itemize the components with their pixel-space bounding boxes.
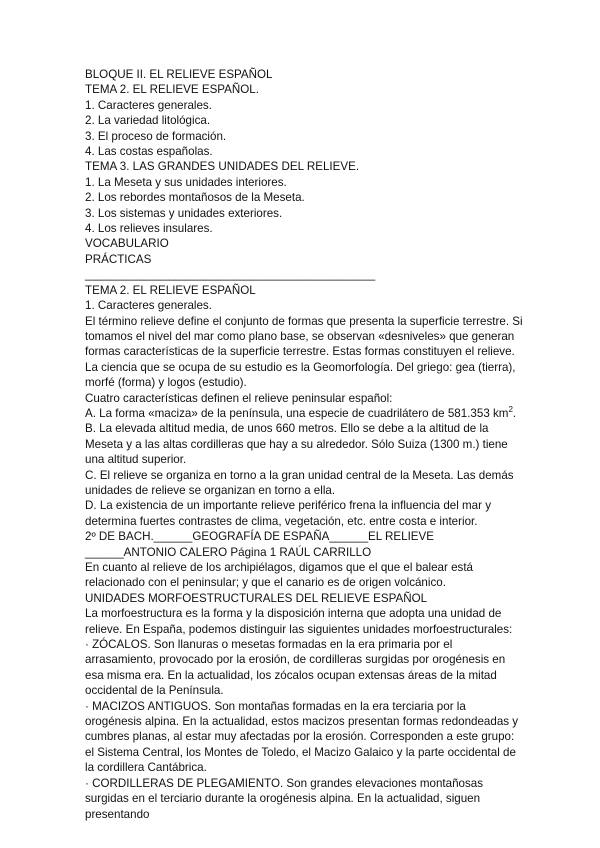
topic-title: TEMA 2. EL RELIEVE ESPAÑOL: [85, 283, 256, 297]
paragraph-d: D. La existencia de un importante relieve periférico frena la influencia del mar y determina fuertes contrastes de clima, vegetación, etc. entre costa e interior.: [85, 499, 491, 528]
paragraph: La morfoestructura es la forma y la disposición interna que adopta una unidad de relieve. En España, podemos distinguir las siguientes unidades morfoestructurales:: [85, 607, 513, 636]
list-item: 4. Las costas españolas.: [85, 145, 213, 159]
paragraph: En cuanto al relieve de los archipiélagos, digamos que el que el balear está relacionado con el peninsular; y que el canario es de origen volcánico.: [85, 561, 473, 590]
paragraph: · ZÓCALOS. Son llanuras o mesetas formadas en la era primaria por el arrasamiento, provocado por la erosión, de cordilleras surgidas por orogénesis en esa misma era. En la actualidad, los zócalos ocupan extensas áreas de la mitad occidental de la Península.: [85, 638, 506, 698]
separator-line: _____________________________________________: [85, 268, 376, 282]
vocabulary-heading: VOCABULARIO: [85, 237, 169, 251]
paragraph: · CORDILLERAS DE PLEGAMIENTO. Son grandes elevaciones montañosas surgidas en el terciario durante la orogénesis alpina. En la actualidad, siguen presentando: [85, 776, 484, 821]
list-item: 1. Caracteres generales.: [85, 98, 212, 112]
section-heading: 1. Caracteres generales.: [85, 299, 212, 313]
paragraph-b: B. La elevada altitud media, de unos 660 metros. Ello se debe a la altitud de la Meseta y a las altas cordilleras que hay a su alrededor. Sólo Suiza (1300 m.) tiene una altitud superior.: [85, 422, 508, 467]
topic-title: TEMA 3. LAS GRANDES UNIDADES DEL RELIEVE.: [85, 160, 360, 174]
practices-heading: PRÁCTICAS: [85, 252, 152, 266]
document-page: [85, 67, 525, 822]
list-item: 1. La Meseta y sus unidades interiores.: [85, 175, 287, 189]
paragraph-a-text: A. La forma «maciza» de la península, una especie de cuadrilátero de 581.353 km: [85, 406, 509, 420]
paragraph: El término relieve define el conjunto de formas que presenta la superficie terrestre. Si tomamos el nivel del mar como plano base, se observan «desniveles» que generan formas características de la superficie terrestre. Estas formas constituyen el relieve. La ciencia que se ocupa de su estudio es la Geomorfología. Del griego: gea (tierra), morfé (forma) y logos (estudio).: [85, 314, 523, 390]
paragraph: Cuatro características definen el relieve peninsular español:: [85, 391, 393, 405]
superscript: 2: [508, 405, 513, 415]
paragraph-a-end: .: [512, 406, 517, 420]
block-title: BLOQUE II. EL RELIEVE ESPAÑOL: [85, 68, 273, 81]
list-item: 3. Los sistemas y unidades exteriores.: [85, 206, 283, 220]
paragraph-c: C. El relieve se organiza en torno a la gran unidad central de la Meseta. Las demás unidades de relieve se organizan en torno a ella.: [85, 468, 514, 497]
section-heading: UNIDADES MORFOESTRUCTURALES DEL RELIEVE ESPAÑOL: [85, 591, 428, 605]
list-item: 2. Los rebordes montañosos de la Meseta.: [85, 191, 305, 205]
paragraph: · MACIZOS ANTIGUOS. Son montañas formadas en la era terciaria por la orogénesis alpina. En la actualidad, estos macizos presentan formas redondeadas y cumbres planas, al estar muy afectadas por la erosión. Corresponden a este grupo: el Sistema Central, los Montes de Toledo, el Macizo Galaico y la parte occidental de la cordillera Cantábrica.: [85, 699, 519, 775]
page-footer: 2º DE BACH.______GEOGRAFÍA DE ESPAÑA______EL RELIEVE ______ANTONIO CALERO Página 1 RAÚL CARRILLO: [85, 530, 434, 559]
topic-title: TEMA 2. EL RELIEVE ESPAÑOL.: [85, 83, 259, 97]
paragraph-a: [85, 406, 525, 421]
list-item: 4. Los relieves insulares.: [85, 222, 213, 236]
list-item: 2. La variedad litológica.: [85, 114, 211, 128]
list-item: 3. El proceso de formación.: [85, 129, 227, 143]
